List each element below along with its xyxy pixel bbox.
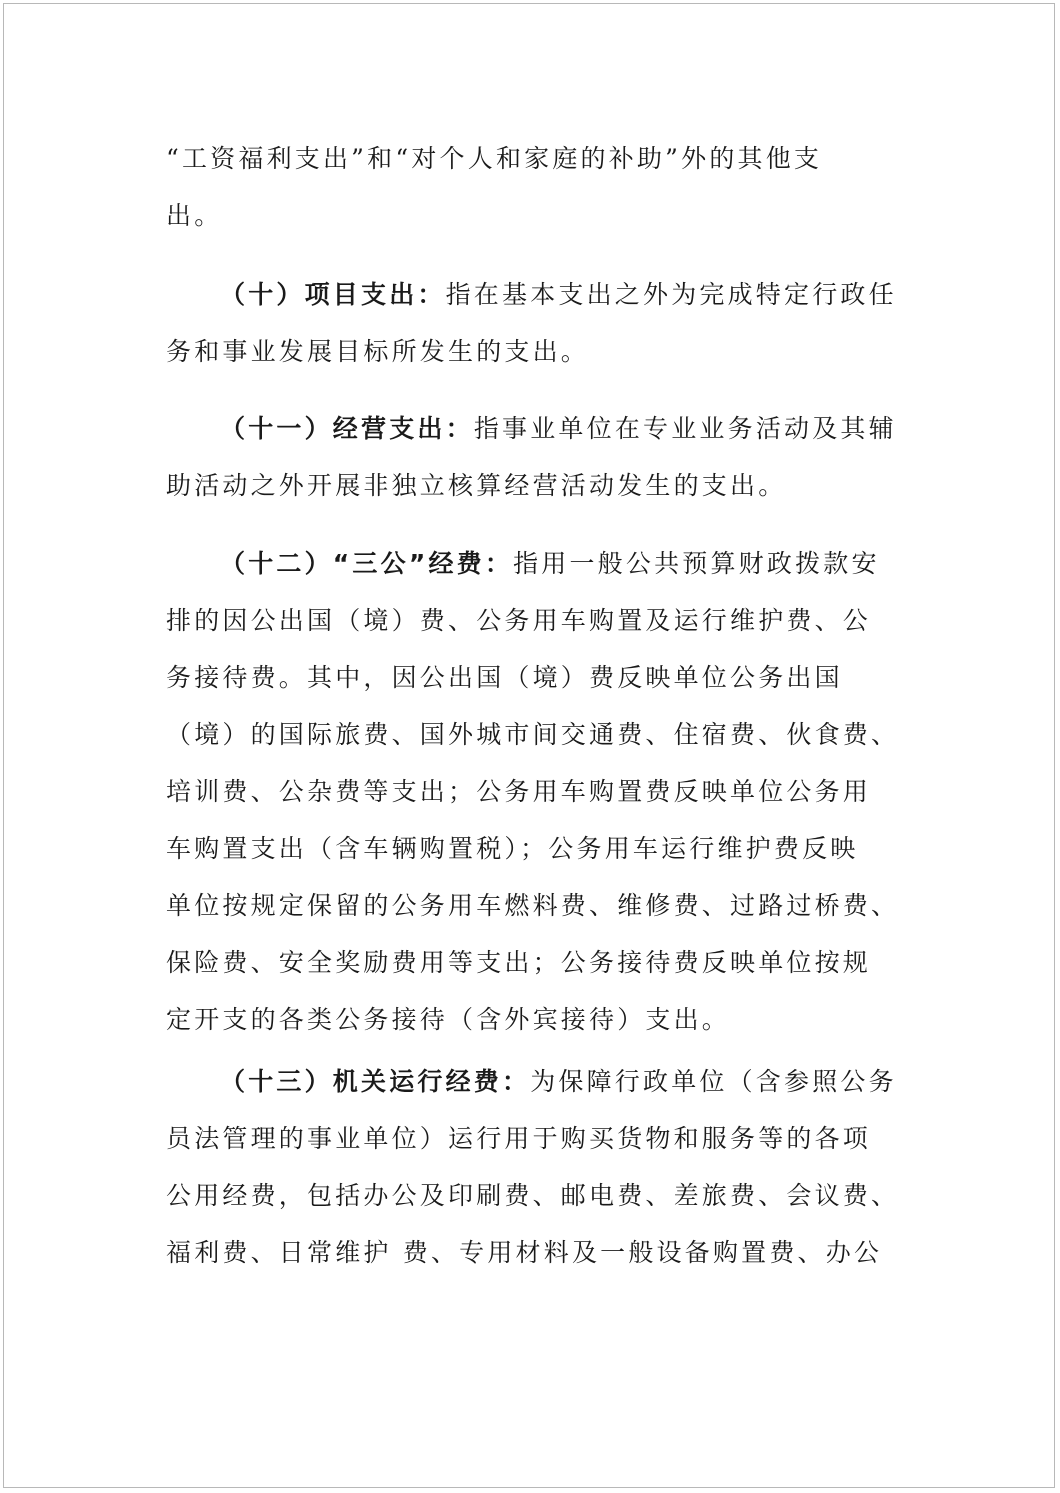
text-line: 车购置支出（含车辆购置税）；公务用车运行维护费反映 <box>166 834 859 863</box>
first-line <box>166 266 897 323</box>
text-line: 单位按规定保留的公务用车燃料费、维修费、过路过桥费、 <box>166 891 900 920</box>
paragraph-project-expenditure <box>166 266 897 380</box>
text-line: 务接待费。其中，因公出国（境）费反映单位公务出国 <box>166 663 843 692</box>
text-line: 员法管理的事业单位）运行用于购买货物和服务等的各项 <box>166 1124 872 1153</box>
section-heading: （十一）经营支出： <box>220 414 474 443</box>
text-line: 福利费、日常维护 费、专用材料及一般设备购置费、办公 <box>166 1238 883 1267</box>
text-line: （境）的国际旅费、国外城市间交通费、住宿费、伙食费、 <box>166 720 900 749</box>
first-line <box>166 535 899 592</box>
text-line: 务和事业发展目标所发生的支出。 <box>166 337 590 366</box>
heading-definition: 指事业单位在专业业务活动及其辅 <box>473 414 897 443</box>
text-line: “工资福利支出”和“对个人和家庭的补助”外的其他支 <box>166 144 823 173</box>
heading-definition: 指用一般公共预算财政拨款安 <box>513 549 880 578</box>
first-line <box>166 400 897 457</box>
heading-definition: 指在基本支出之外为完成特定行政任 <box>445 280 897 309</box>
first-line <box>166 1053 899 1110</box>
paragraph-agency-operating-funds <box>166 1053 899 1281</box>
text-line: 公用经费，包括办公及印刷费、邮电费、差旅费、会议费、 <box>166 1181 900 1210</box>
section-heading: （十二）“三公”经费： <box>220 549 514 578</box>
text-line: 排的因公出国（境）费、公务用车购置及运行维护费、公 <box>166 606 872 635</box>
text-line: 培训费、公杂费等支出；公务用车购置费反映单位公务用 <box>166 777 872 806</box>
text-line: 定开支的各类公务接待（含外宾接待）支出。 <box>166 1005 731 1034</box>
text-line: 助活动之外开展非独立核算经营活动发生的支出。 <box>166 471 787 500</box>
text-line: 出。 <box>166 201 223 230</box>
section-heading: （十）项目支出： <box>220 280 446 309</box>
text-line: 保险费、安全奖励费用等支出；公务接待费反映单位按规 <box>166 948 872 977</box>
section-heading: （十三）机关运行经费： <box>220 1067 531 1096</box>
paragraph-three-public-expenses <box>166 535 899 1048</box>
heading-definition: 为保障行政单位（含参照公务 <box>530 1067 897 1096</box>
paragraph-continuation <box>166 130 822 244</box>
paragraph-operating-expenditure <box>166 400 897 514</box>
